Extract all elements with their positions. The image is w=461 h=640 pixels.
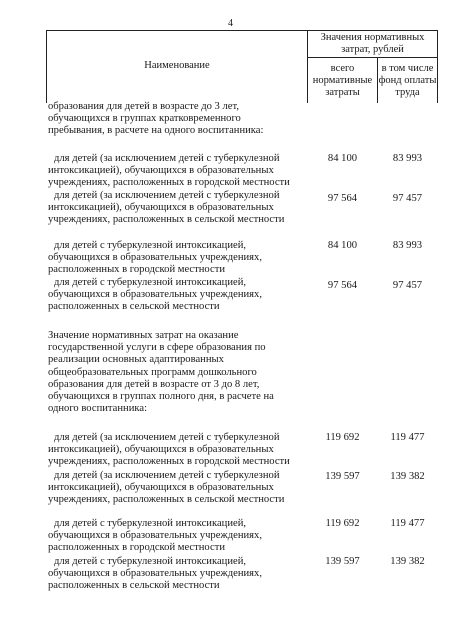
row-wage-fund: 83 993: [392, 240, 423, 251]
row-wage-fund: 139 382: [390, 556, 425, 567]
text-line: расположенных в сельской местности: [48, 580, 220, 592]
row-text: [48, 556, 301, 593]
text-line: расположенных в городской местности: [48, 264, 225, 276]
text-line: для детей с туберкулезной интоксикацией,: [54, 240, 247, 251]
row-text: [48, 277, 301, 314]
row-total: 84 100: [327, 240, 358, 251]
row-total: 119 692: [325, 518, 360, 529]
row-wage-fund: 139 382: [390, 471, 425, 482]
row-total: 97 564: [327, 193, 358, 204]
row-total: 84 100: [327, 153, 358, 164]
row-total: 119 692: [325, 432, 360, 443]
table-right-border: [437, 30, 438, 103]
text-line: учреждениях, расположенных в сельской местности: [48, 494, 285, 506]
header-total: всего нормативные затраты: [312, 62, 373, 98]
row-text: [48, 470, 301, 507]
row-total: 139 597: [325, 556, 360, 567]
row-text: [48, 518, 301, 555]
text-line: обучающихся в группах полного дня, в расчете на: [48, 391, 274, 403]
text-line: государственной услуги в сфере образования по: [48, 342, 266, 354]
row-total: 139 597: [325, 471, 360, 482]
header-values-group: Значения нормативных затрат, рублей: [320, 32, 425, 55]
values-subheader-border: [307, 57, 438, 58]
row-text: [48, 240, 301, 277]
row-wage-fund: 119 477: [390, 518, 425, 529]
text-line: пребывания, в расчете на одного воспитанника:: [48, 125, 264, 137]
text-line: интоксикацией), обучающихся в образовательных: [48, 165, 274, 177]
text-line: для детей (за исключением детей с туберкулезной: [54, 153, 280, 164]
text-line: общеобразовательных программ дошкольного: [48, 366, 257, 378]
text-line: учреждениях, расположенных в городской местности: [48, 177, 290, 189]
text-line: интоксикацией), обучающихся в образовательных: [48, 202, 274, 214]
text-line: обучающихся в образовательных учреждениях,: [48, 568, 262, 580]
text-line: для детей (за исключением детей с туберкулезной: [54, 190, 280, 201]
text-line: обучающихся в образовательных учреждениях,: [48, 530, 262, 542]
text-line: образования для детей в возрасте до 3 лет,: [48, 101, 239, 112]
text-line: для детей с туберкулезной интоксикацией,: [54, 556, 247, 567]
continuation-text: [48, 101, 301, 138]
page-number: 4: [228, 18, 233, 29]
text-line: расположенных в городской местности: [48, 542, 225, 554]
text-line: для детей (за исключением детей с туберкулезной: [54, 432, 280, 443]
row-text: [48, 190, 301, 227]
text-line: для детей с туберкулезной интоксикацией,: [54, 518, 247, 529]
text-line: обучающихся в образовательных учреждениях,: [48, 289, 262, 301]
header-name: Наименование: [144, 60, 210, 71]
text-line: Значение нормативных затрат на оказание: [48, 330, 239, 341]
text-line: для детей (за исключением детей с туберкулезной: [54, 470, 280, 481]
text-line: интоксикацией), обучающихся в образовательных: [48, 482, 274, 494]
text-line: реализации основных адаптированных: [48, 354, 224, 366]
text-line: учреждениях, расположенных в сельской местности: [48, 214, 285, 226]
text-line: одного воспитанника:: [48, 403, 148, 415]
row-wage-fund: 119 477: [390, 432, 425, 443]
row-text: [48, 432, 301, 469]
text-line: образования для детей в возрасте от 3 до 8 лет,: [48, 378, 260, 390]
text-line: обучающихся в группах кратковременного: [48, 113, 241, 125]
text-line: расположенных в сельской местности: [48, 301, 220, 313]
text-line: для детей с туберкулезной интоксикацией,: [54, 277, 247, 288]
row-total: 97 564: [327, 280, 358, 291]
text-line: учреждениях, расположенных в городской местности: [48, 456, 290, 468]
header-wage-fund: в том числе фонд оплаты труда: [378, 62, 437, 98]
row-wage-fund: 97 457: [392, 280, 423, 291]
row-text: [48, 153, 301, 190]
section-heading: [48, 330, 301, 415]
text-line: интоксикацией), обучающихся в образовательных: [48, 444, 274, 456]
text-line: обучающихся в образовательных учреждениях,: [48, 252, 262, 264]
row-wage-fund: 97 457: [392, 193, 423, 204]
row-wage-fund: 83 993: [392, 153, 423, 164]
